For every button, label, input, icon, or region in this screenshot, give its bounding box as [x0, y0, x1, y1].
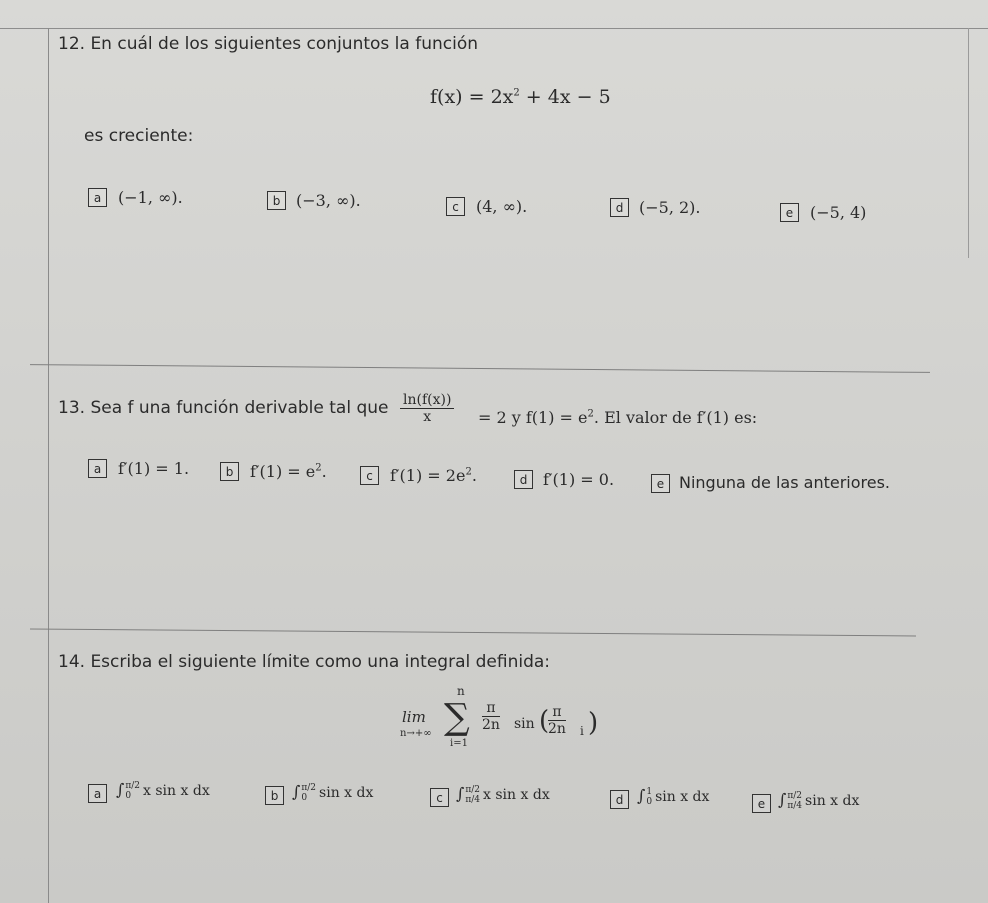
q12-option-b-box[interactable]: b: [267, 191, 286, 210]
q14-option-d-box[interactable]: d: [610, 790, 629, 809]
q13-option-a[interactable]: f′(1) = 1.: [118, 459, 190, 478]
q12-heading: 12. En cuál de los siguientes conjuntos la función: [58, 34, 478, 54]
q12-subtext: es creciente:: [84, 126, 194, 146]
q14-paren-close: ): [588, 708, 599, 738]
q13-option-e-box[interactable]: e: [651, 474, 670, 493]
q14-paren-open: (: [539, 706, 550, 736]
q14-option-c[interactable]: ∫ π/2 π/4 x sin x dx: [456, 784, 550, 805]
q14-frac2-num: π: [548, 704, 566, 721]
q12-option-d[interactable]: (−5, 2).: [639, 198, 701, 217]
q14-frac1: [482, 700, 500, 733]
q14-option-b[interactable]: ∫ π/2 0 sin x dx: [292, 782, 374, 803]
q12-option-e-box[interactable]: e: [780, 203, 799, 222]
q12-option-a[interactable]: (−1, ∞).: [118, 188, 183, 207]
divider-12-13: [30, 364, 930, 373]
q14-sigma-bottom: i=1: [450, 738, 468, 749]
q14-frac2-den: 2n: [548, 721, 566, 737]
q12-option-a-box[interactable]: a: [88, 188, 107, 207]
q13-option-a-box[interactable]: a: [88, 459, 107, 478]
q13-option-b[interactable]: $f'(1) = e^2$.: [250, 462, 327, 481]
q14-option-e-box[interactable]: e: [752, 794, 771, 813]
q13-option-c-box[interactable]: c: [360, 466, 379, 485]
q14-frac2: [548, 704, 566, 737]
q12-option-b[interactable]: (−3, ∞).: [296, 191, 361, 210]
q14-index: i: [580, 724, 584, 738]
q14-sigma-top: n: [457, 684, 465, 698]
q14-option-a-box[interactable]: a: [88, 784, 107, 803]
q14-option-e[interactable]: ∫ π/2 π/4 sin x dx: [778, 790, 860, 811]
q13-option-e[interactable]: Ninguna de las anteriores.: [679, 473, 891, 492]
q14-lim: lim: [402, 708, 426, 726]
q14-sigma: ∑: [444, 697, 470, 738]
top-border: [0, 28, 988, 29]
q13-fraction: [400, 392, 454, 425]
right-border: [968, 28, 969, 258]
q14-sin: sin: [514, 716, 535, 732]
q13-frac-den: x: [423, 409, 432, 425]
q14-option-a[interactable]: ∫ π/2 0 x sin x dx: [116, 780, 210, 801]
q12-option-c[interactable]: (4, ∞).: [476, 197, 528, 216]
left-border: [48, 28, 49, 903]
q12-option-c-box[interactable]: c: [446, 197, 465, 216]
q14-option-c-box[interactable]: c: [430, 788, 449, 807]
q12-option-e[interactable]: (−5, 4): [810, 203, 867, 222]
q13-heading: 13. Sea f una función derivable tal que: [58, 398, 389, 418]
q14-frac1-den: 2n: [482, 717, 500, 733]
q12-option-d-box[interactable]: d: [610, 198, 629, 217]
q14-frac1-num: π: [482, 700, 500, 717]
q14-option-d[interactable]: ∫ 1 0 sin x dx: [637, 786, 710, 807]
q12-function: $f(x) = 2x^2 + 4x - 5$: [430, 86, 611, 108]
divider-13-14: [30, 629, 916, 637]
q13-condition: = 2 y $f(1) = e^2$. El valor de f′(1) es:: [478, 408, 758, 427]
q13-option-b-box[interactable]: b: [220, 462, 239, 481]
q13-option-c[interactable]: $f'(1) = 2e^2$.: [390, 466, 477, 485]
q13-option-d[interactable]: f′(1) = 0.: [543, 470, 615, 489]
q13-frac-num: ln(f(x)): [400, 392, 454, 409]
q13-option-d-box[interactable]: d: [514, 470, 533, 489]
q14-lim-sub: n→+∞: [400, 728, 432, 739]
q14-heading: 14. Escriba el siguiente límite como una integral definida:: [58, 652, 551, 672]
q14-option-b-box[interactable]: b: [265, 786, 284, 805]
